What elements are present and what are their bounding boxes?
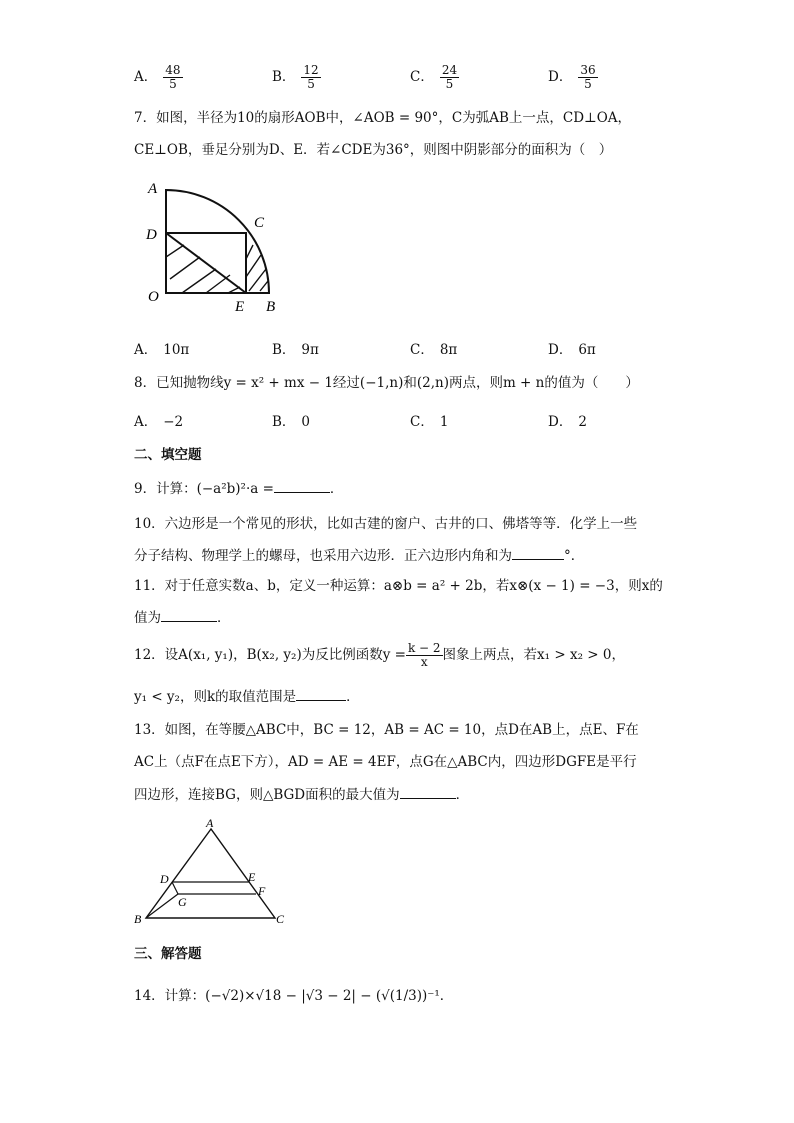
q14-text: 14．计算：(−√2)×√18 − |√3 − 2| − (√(1/3))⁻¹． xyxy=(134,988,454,1004)
label-c: C xyxy=(254,215,265,231)
q6-option-d xyxy=(548,64,598,91)
answer-blank[interactable] xyxy=(161,607,217,622)
segment-de xyxy=(166,233,246,293)
label-a: A xyxy=(206,816,214,830)
option-label: A． xyxy=(134,69,158,85)
label-c: C xyxy=(276,912,285,926)
q13-text-line1: 13．如图，在等腰△ABC中，BC = 12，AB = AC = 10，点D在AB上，点E、F在 xyxy=(134,722,639,738)
q7-text-line1: 7．如图，半径为10的扇形AOB中，∠AOB = 90°，C为弧AB上一点，CD⊥OA， xyxy=(134,110,632,126)
q13-figure xyxy=(130,815,295,927)
hatch-segment xyxy=(246,245,268,291)
q6-option-b xyxy=(272,64,321,91)
q13-text-line3: 四边形，连接BG，则△BGD面积的最大值为 ． xyxy=(134,784,469,805)
segment-dg xyxy=(172,882,178,894)
q8-text: 8．已知抛物线y = x² + mx − 1经过(−1,n)和(2,n)两点，则m + n的值为（ ） xyxy=(134,375,639,391)
label-o: O xyxy=(148,289,159,305)
q7-text-line2: CE⊥OB，垂足分别为D、E．若∠CDE为36°，则图中阴影部分的面积为（ ） xyxy=(134,142,613,158)
answer-blank[interactable] xyxy=(296,686,346,701)
q6-option-a xyxy=(134,64,183,91)
q7-option-d: D． 6π xyxy=(548,342,596,358)
q11-text-line2: 值为 ． xyxy=(134,607,231,628)
q9-text: 9．计算：(−a²b)²·a = ． xyxy=(134,478,343,499)
section-heading-fill-in: 二、填空题 xyxy=(134,447,202,463)
segment-bg xyxy=(146,894,178,918)
q8-option-a: A． −2 xyxy=(134,414,184,430)
section-heading-solutions: 三、解答题 xyxy=(134,946,202,962)
fraction: $\frac{12}{5}$ xyxy=(303,63,319,91)
label-d: D xyxy=(160,872,169,886)
q7-option-c: C． 8π xyxy=(410,342,458,358)
label-b: B xyxy=(134,912,142,926)
label-a: A xyxy=(148,181,158,197)
fraction: $\frac{48}{5}$ xyxy=(165,63,181,91)
q13-text-line2: AC上（点F在点E下方），AD = AE = 4EF，点G在△ABC内，四边形DGFE是平行 xyxy=(134,754,637,770)
option-label: B． xyxy=(272,69,296,85)
answer-blank[interactable] xyxy=(400,784,456,799)
answer-blank[interactable] xyxy=(512,545,564,560)
label-f: F xyxy=(258,884,266,898)
q7-option-a: A． 10π xyxy=(134,342,190,358)
q8-option-d: D． 2 xyxy=(548,414,587,430)
answer-blank[interactable] xyxy=(274,478,330,493)
q10-text-line1: 10．六边形是一个常见的形状，比如古建的窗户、古井的口、佛塔等等．化学上一些 xyxy=(134,516,638,532)
q7-figure xyxy=(140,175,290,315)
label-d: D xyxy=(146,227,157,243)
sector-outline xyxy=(166,190,269,293)
fraction: $\frac{36}{5}$ xyxy=(580,63,596,91)
label-g: G xyxy=(178,895,187,909)
fraction: $\frac{24}{5}$ xyxy=(441,63,458,91)
q6-option-c xyxy=(410,64,459,91)
q12-text-line2: y₁ < y₂，则k的取值范围是 ． xyxy=(134,686,360,707)
hatch-triangle xyxy=(166,245,240,293)
label-e: E xyxy=(235,299,245,315)
fraction: $\frac{k - 2}{x}$ xyxy=(407,641,441,669)
q10-text-line2: 分子结构、物理学上的螺母，也采用六边形．正六边形内角和为 °． xyxy=(134,545,584,566)
option-label: C． xyxy=(410,69,434,85)
label-b: B xyxy=(266,299,276,315)
q8-option-b: B． 0 xyxy=(272,414,311,430)
q7-option-b: B． 9π xyxy=(272,342,319,358)
q11-text-line1: 11．对于任意实数a、b，定义一种运算：a⊗b = a² + 2b，若x⊗(x − 1) = −3，则x的 xyxy=(134,578,663,594)
label-e: E xyxy=(248,870,256,884)
q12-text-line1: 12．设A(x₁, y₁)，B(x₂, y₂)为反比例函数y = $\frac{k - 2}{x}$ 图象上两点，若x₁ > x₂ > 0， xyxy=(134,641,625,669)
q8-option-c: C． 1 xyxy=(410,414,449,430)
option-label: D． xyxy=(548,69,573,85)
